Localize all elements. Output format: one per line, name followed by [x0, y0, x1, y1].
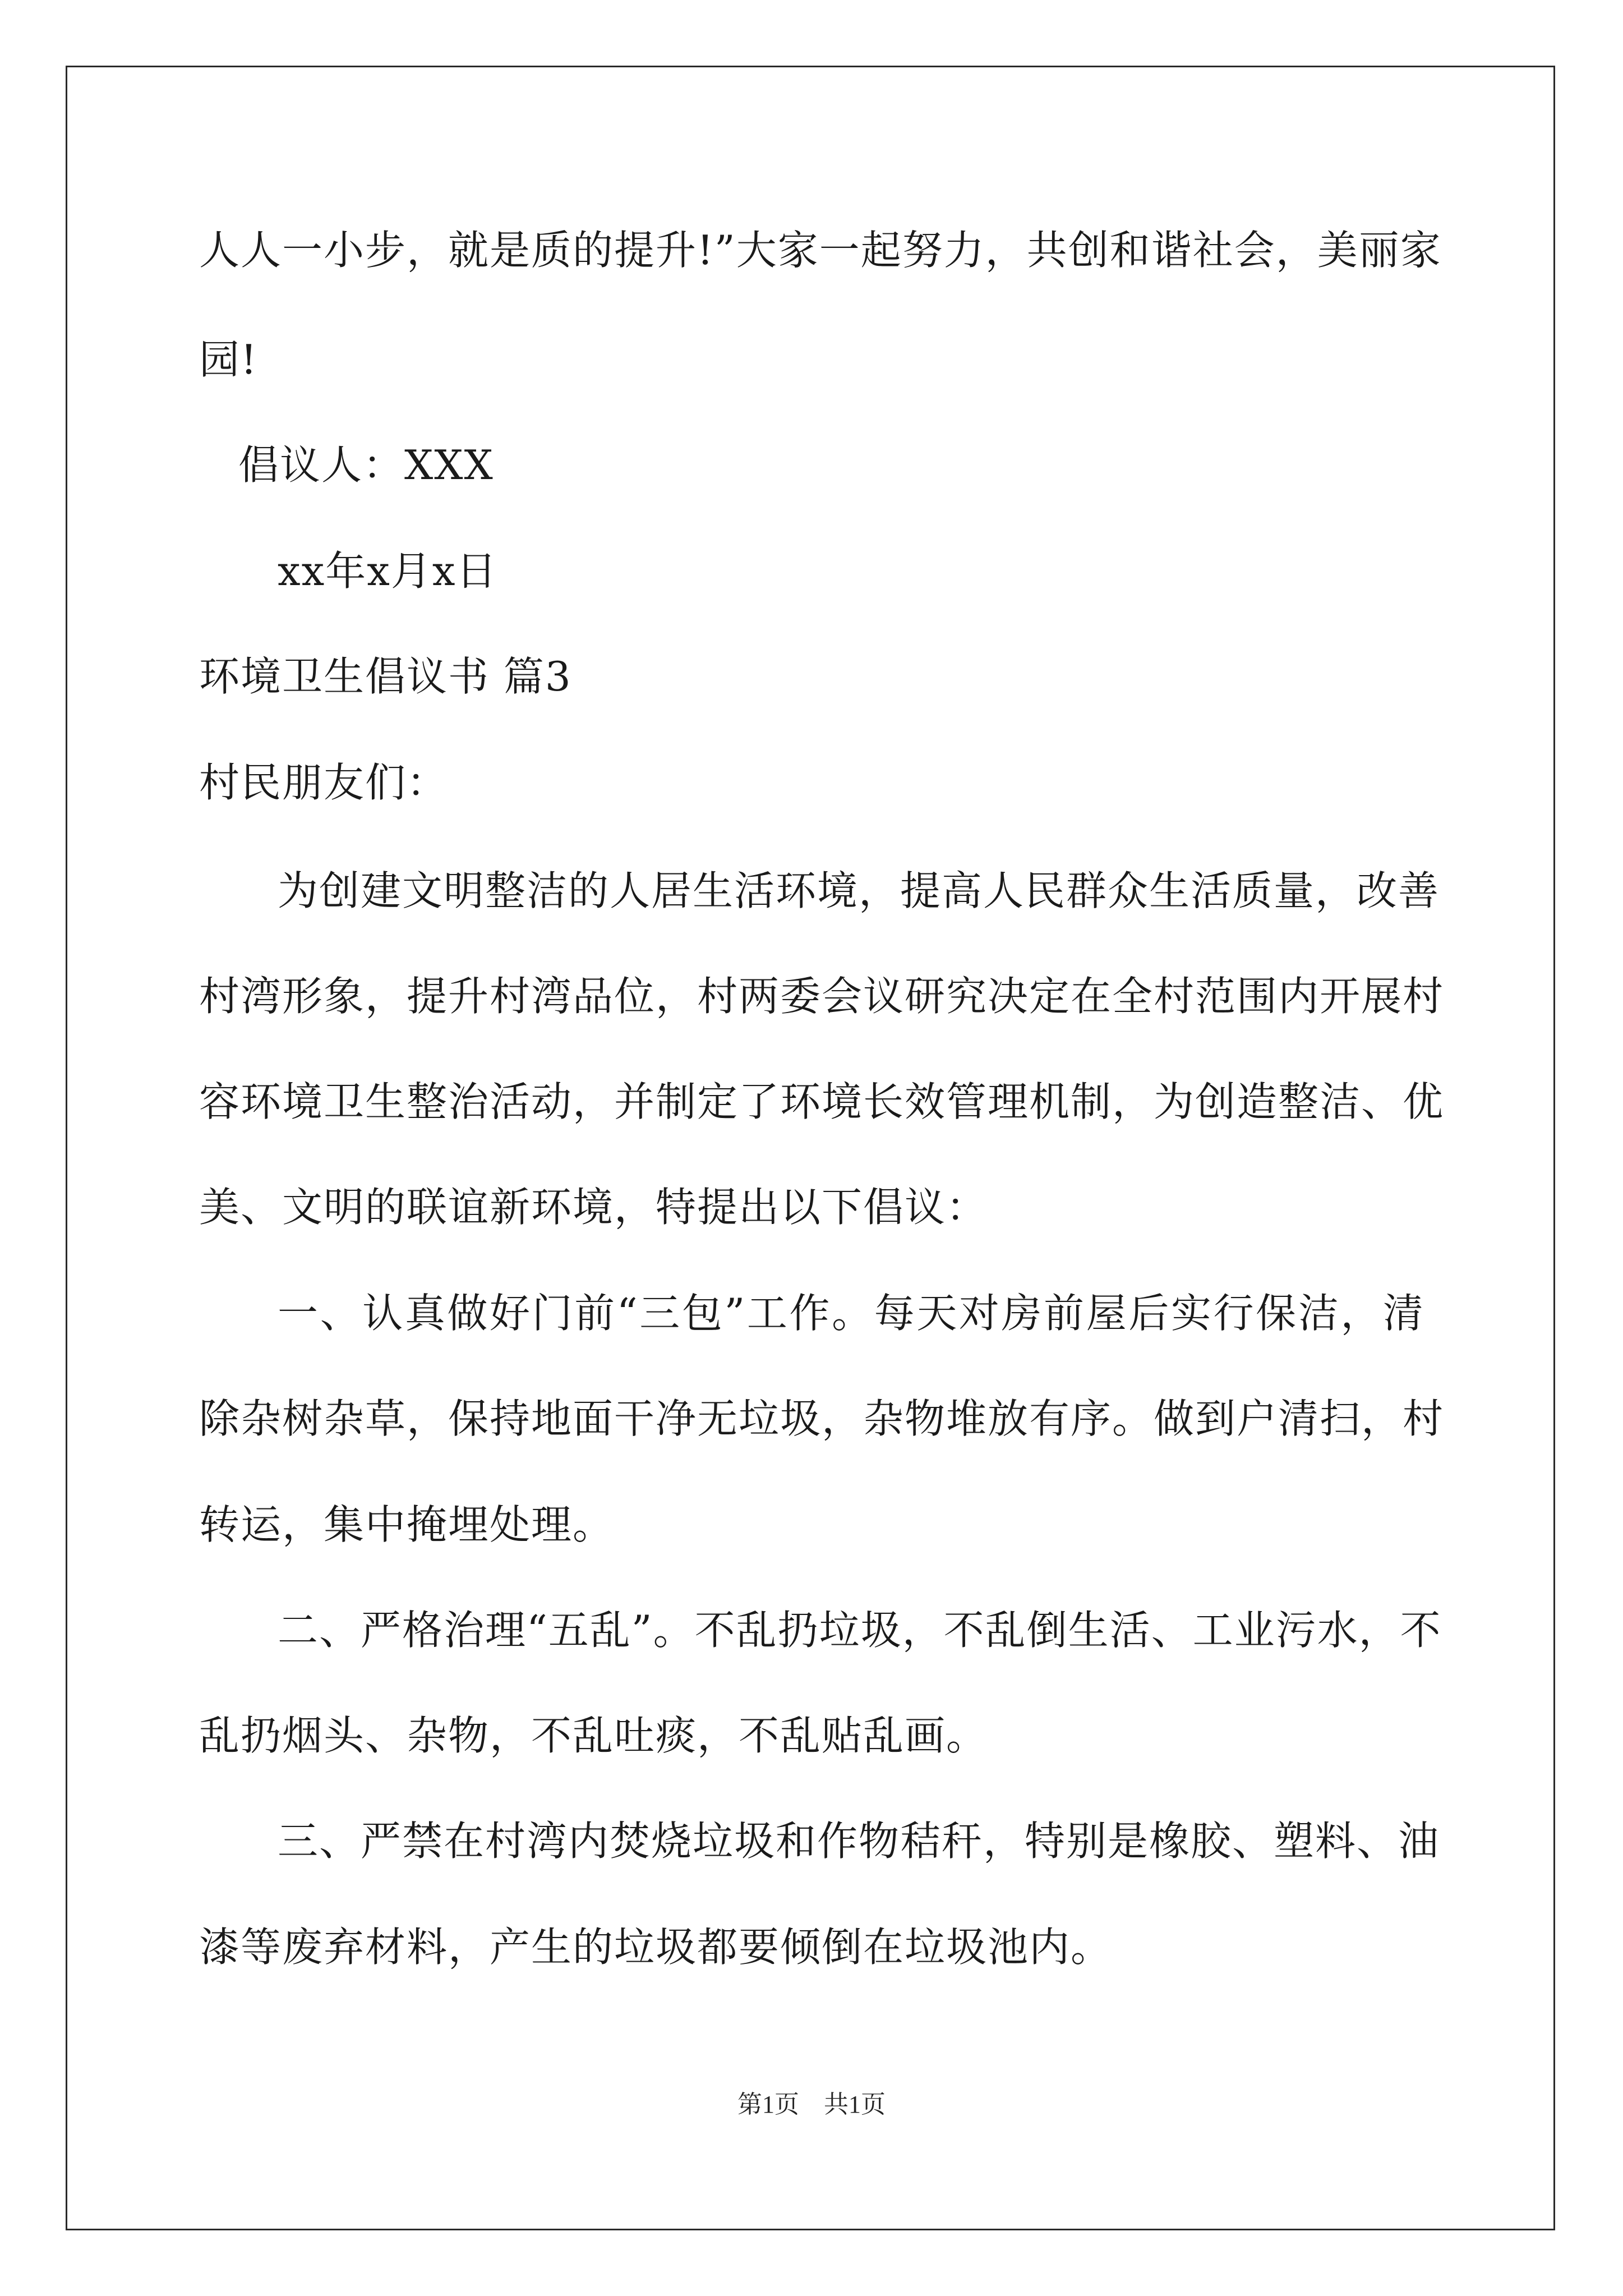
- body-line: 为创建文明整洁的人居生活环境，提高人民群众生活质量，改善: [278, 867, 1440, 914]
- page-number: 第1页 共1页: [737, 2091, 886, 2118]
- body-line: 漆等废弃材料，产生的垃圾都要倾倒在垃圾池内。: [199, 1924, 1113, 1971]
- body-line: 美、文明的联谊新环境，特提出以下倡议：: [199, 1184, 988, 1231]
- salutation: 村民朋友们：: [199, 759, 449, 806]
- body-line: 人人一小步，就是质的提升!”大家一起努力，共创和谐社会，美丽家: [199, 227, 1442, 274]
- signature-line: 倡议人：XXX: [238, 441, 494, 489]
- body-line: 容环境卫生整治活动，并制定了环境长效管理机制，为创造整洁、优: [199, 1078, 1445, 1125]
- body-line: 村湾形象，提升村湾品位，村两委会议研究决定在全村范围内开展村: [199, 973, 1445, 1020]
- body-line: 除杂树杂草，保持地面干净无垃圾，杂物堆放有序。做到户清扫，村: [199, 1395, 1445, 1442]
- body-line: 一、认真做好门前“三包”工作。每天对房前屋后实行保洁，清: [278, 1290, 1424, 1337]
- body-line: 园!: [199, 336, 258, 383]
- body-line: 二、严格治理“五乱”。不乱扔垃圾，不乱倒生活、工业污水，不: [278, 1607, 1442, 1654]
- body-line: 三、严禁在村湾内焚烧垃圾和作物秸秆，特别是橡胶、塑料、油: [278, 1818, 1440, 1865]
- body-line: 乱扔烟头、杂物，不乱吐痰，不乱贴乱画。: [199, 1712, 988, 1759]
- date-line: xx年x月x日: [278, 547, 498, 595]
- page-border: [66, 66, 1555, 2230]
- section-heading: 环境卫生倡议书 篇3: [199, 653, 572, 700]
- body-line: 转运，集中掩埋处理。: [199, 1501, 615, 1548]
